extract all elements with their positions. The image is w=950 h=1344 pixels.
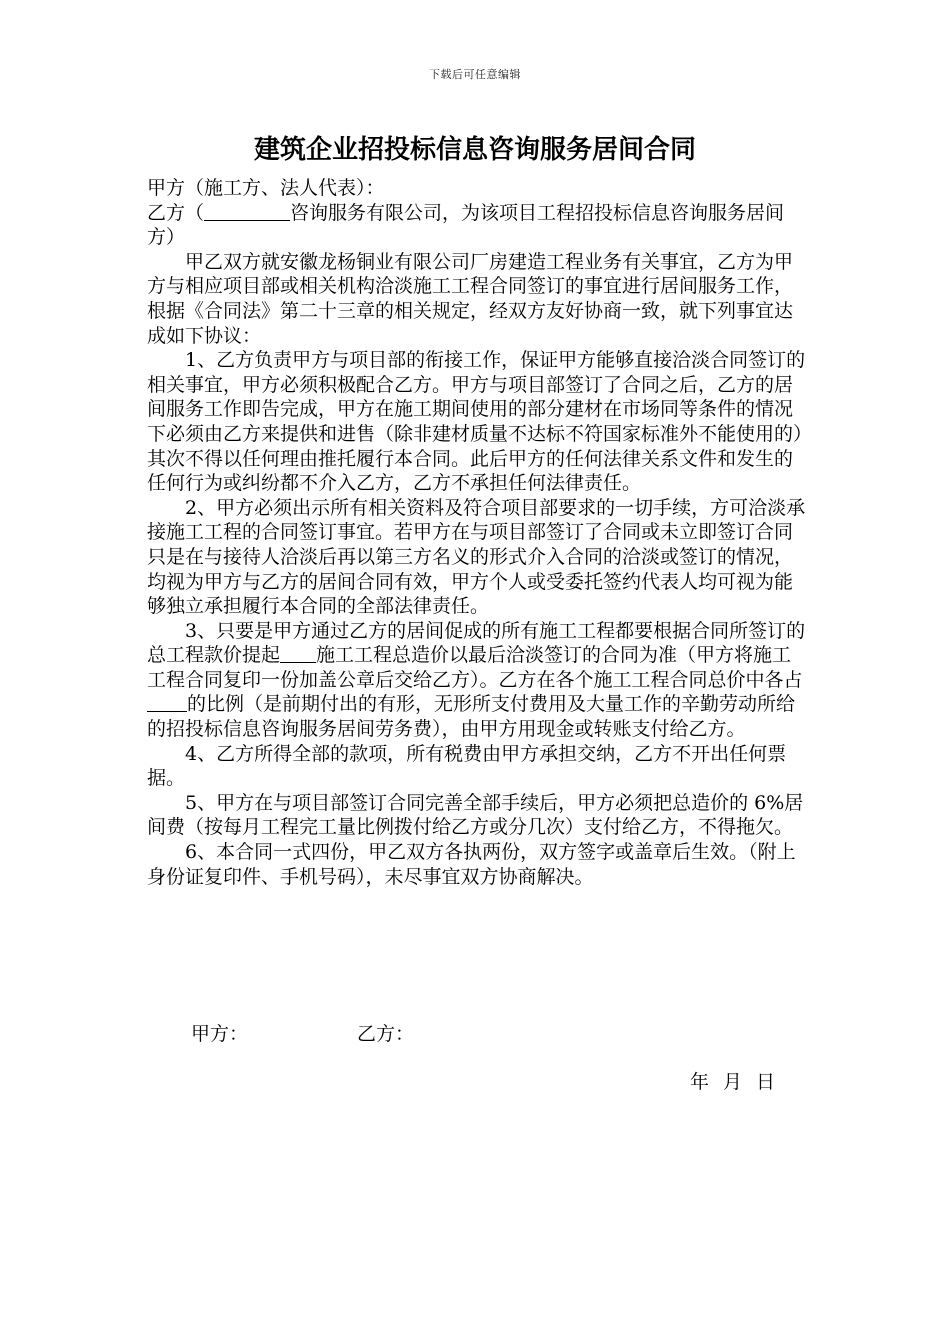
date-year: 年 <box>690 1071 710 1093</box>
clause-3-part-3: 的比例（是前期付出的有形，无形所支付费用及大量工作的辛勤劳动所给的招投标信息咨询服务居间劳务费），由甲方用现金或转账支付给乙方。 <box>147 693 796 741</box>
clause-4: 4、乙方所得全部的款项，所有税费由甲方承担交纳，乙方不开出任何票据。 <box>147 742 787 790</box>
commission-ratio-blank <box>147 693 187 712</box>
header-note: 下载后可任意编辑 <box>429 68 521 81</box>
clause-2: 2、甲方必须出示所有相关资料及符合项目部要求的一切手续，方可洽淡承接施工工程的合同签订事宜。若甲方在与项目部签订了合同或未立即签订合同只是在与接待人洽淡后再以第三方名义的形式介入合同的洽淡或签订的情况，均视为甲方与乙方的居间合同有效，甲方个人或受委托签约代表人均可视为能够独立承担履行本合同的全部法律责任。 <box>147 496 806 618</box>
company-name-blank <box>204 202 290 221</box>
clause-3-part-1: 3、只要是甲方通过乙方的居间促成的所有施工工程都要根据合同所签订的总工程款价提起 <box>147 619 806 667</box>
clause-6: 6、本合同一式四份，甲乙双方各执两份，双方签字或盖章后生效。（附上身份证复印件、手机号码），未尽事宜双方协商解决。 <box>147 841 796 888</box>
document-title: 建筑企业招投标信息咨询服务居间合同 <box>253 135 696 165</box>
date-month: 月 <box>723 1071 743 1093</box>
party-b-line <box>147 201 807 250</box>
clause-3 <box>147 619 807 742</box>
party-b-prefix: 乙方（ <box>147 201 205 224</box>
date-day: 日 <box>756 1071 776 1093</box>
date-line <box>690 1070 810 1094</box>
clause-3-part-2: 施工工程总造价以最后洽淡签订的合同为准（甲方将施工工程合同复印一份加盖公章后交给乙方）。乙方在各个施工工程合同总价中各占 <box>147 644 803 691</box>
clause-1: 1、乙方负责甲方与项目部的衔接工作，保证甲方能够直接洽淡合同签订的相关事宜，甲方必须积极配合乙方。甲方与项目部签订了合同之后，乙方的居间服务工作即告完成，甲方在施工期间使用的部分建材在市场同等条件的情况下必须由乙方来提供和进售（除非建材质量不达标不符国家标准外不能使用的）其次不得以任何理由推托履行本合同。此后甲方的任何法律关系文件和发生的任何行为或纠纷都不介入乙方，乙方不承担任何法律责任。 <box>147 349 806 495</box>
signature-party-b: 乙方： <box>357 1023 415 1045</box>
contract-body <box>147 176 807 889</box>
intro-paragraph: 甲乙双方就安徽龙杨铜业有限公司厂房建造工程业务有关事宜，乙方为甲方与相应项目部或相关机构洽淡施工工程合同签订的事宜进行居间服务工作，根据《合同法》第二十三章的相关规定，经双方友好协商一致，就下列事宜达成如下协议： <box>147 250 794 347</box>
party-a-line: 甲方（施工方、法人代表）： <box>147 177 385 199</box>
clause-5: 5、甲方在与项目部签订合同完善全部手续后，甲方必须把总造价的 6%居间费（按每月工程完工量比例拨付给乙方或分几次）支付给乙方，不得拖欠。 <box>147 791 804 839</box>
signature-party-a: 甲方： <box>191 1023 249 1045</box>
commission-base-blank <box>280 644 316 663</box>
party-b-suffix: 咨询服务有限公司，为该项目工程招投标信息咨询服务居间方） <box>147 201 785 249</box>
